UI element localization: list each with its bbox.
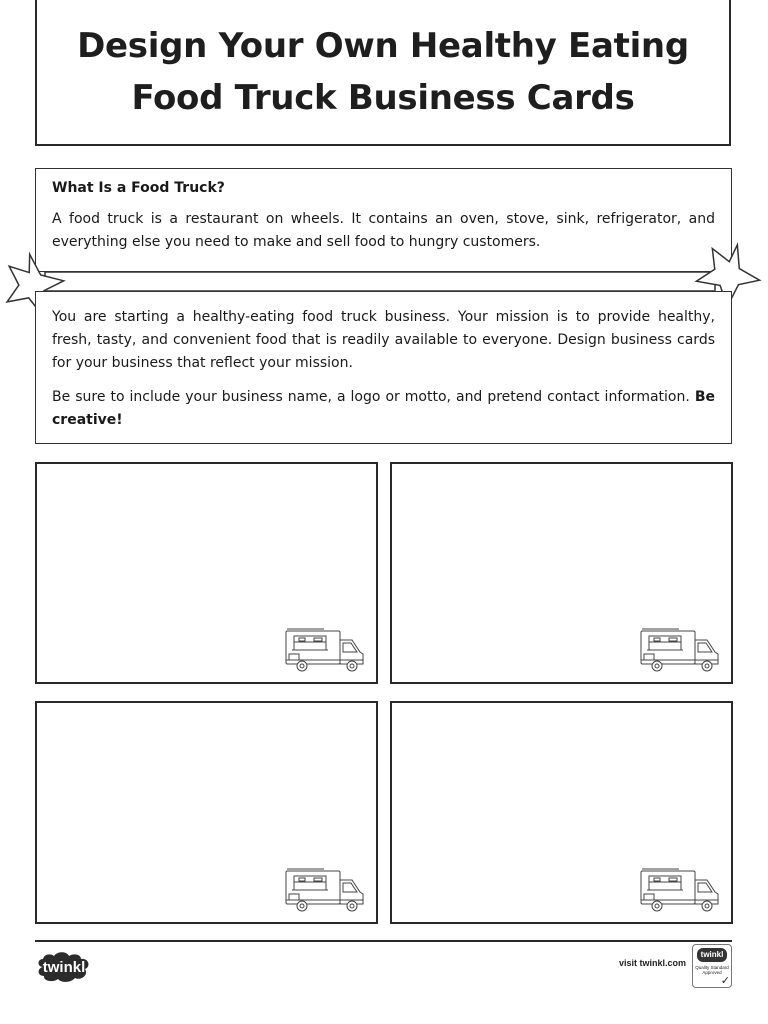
business-card-4[interactable] (390, 701, 733, 924)
food-truck-icon (284, 628, 366, 674)
twinkl-logo-text: twinkl (42, 959, 86, 976)
mission-box (35, 291, 732, 444)
food-truck-icon (284, 868, 366, 914)
badge-text: Quality Standard Approved (695, 965, 729, 975)
mission-text: You are starting a healthy-eating food truck business. Your mission is to provide healthy, fresh, tasty, and convenient food that is readily available to everyone. Design business cards for your business that reflect your mission. (52, 309, 715, 371)
food-truck-icon (639, 628, 721, 674)
info-heading: What Is a Food Truck? (52, 180, 225, 196)
quality-badge (692, 944, 732, 988)
instructions-text: Be sure to include your business name, a logo or motto, and pretend contact information. (52, 389, 690, 405)
checkmark-icon: ✓ (720, 974, 730, 987)
business-card-2[interactable] (390, 462, 733, 684)
business-card-1[interactable] (35, 462, 378, 684)
badge-logo: twinkl (697, 948, 727, 962)
food-truck-icon (639, 868, 721, 914)
page-title-line-1: Design Your Own Healthy Eating (77, 26, 689, 66)
business-card-3[interactable] (35, 701, 378, 924)
star-ribbon-divider (0, 0, 768, 320)
definition-text: A food truck is a restaurant on wheels. It contains an oven, stove, sink, refrigerator, and everything else you need to make and sell food to hungry customers. (52, 211, 715, 250)
be-creative-text: Be creative! (52, 389, 715, 428)
website-link[interactable]: visit twinkl.com (618, 958, 686, 968)
instructions-paragraph (52, 386, 715, 432)
footer-divider (35, 940, 732, 942)
twinkl-logo[interactable] (35, 951, 93, 983)
page-title-line-2: Food Truck Business Cards (131, 78, 635, 118)
